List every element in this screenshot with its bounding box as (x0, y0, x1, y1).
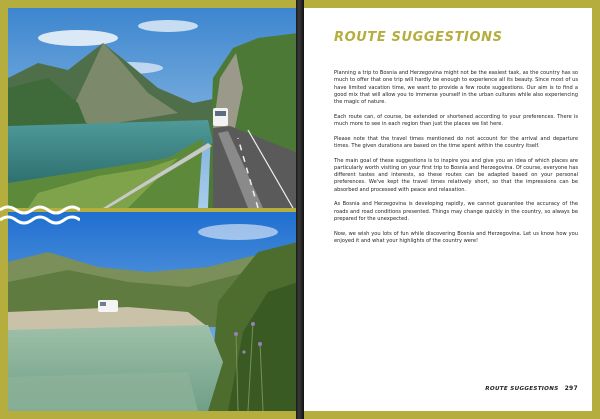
paragraph: As Bosnia and Herzegovina is developing rapidly, we cannot guarantee the accuracy of the roads and road conditions presented. Things may change quickly in the country, so always be prepared for the unexpected. (334, 201, 578, 222)
page-edge (592, 0, 600, 419)
paragraph: The main goal of these suggestions is to inspire you and give you an idea of which places are particularly worth visiting on your first trip to Bosnia and Herzegovina. Of course, everyone has different tastes and interests, so these routes can be adapted based on your personal preferences. We've kept the travel times relatively short, so that the impressions can be absorbed and processed with peace and relaxation. (334, 157, 578, 193)
page-number: 297 (564, 385, 578, 392)
right-page (304, 8, 592, 411)
paragraph: Now, we wish you lots of fun while discovering Bosnia and Herzegovina. Let us know how you enjoyed it and what your highlights of the country were! (334, 230, 578, 244)
left-page (0, 0, 298, 419)
page-footer (485, 385, 578, 392)
photo-lake-road (8, 8, 298, 208)
photo-river-meadow (8, 212, 298, 411)
footer-label: ROUTE SUGGESTIONS (485, 386, 559, 392)
paragraph: Planning a trip to Bosnia and Herzegovina might not be the easiest task, as the country has so much to offer that one trip will hardly be enough to experience all its beauty. Since most of us have limited vacation time, we want to provide a few route suggestions. Our aim is to find a good mix that will allow you to immerse yourself in the urban cultures while also experiencing the magic of nature. (334, 70, 578, 106)
wave-decoration-icon (0, 200, 80, 240)
paragraph: Please note that the travel times mentioned do not account for the arrival and departure times. The given durations are based on the time spent within the country itself. (334, 135, 578, 149)
page-title: ROUTE SUGGESTIONS (334, 30, 503, 45)
book-spine (296, 0, 304, 419)
body-text (334, 70, 578, 252)
paragraph: Each route can, of course, be extended or shortened according to your preferences. There is much more to see in each region than just the places we list here. (334, 113, 578, 128)
